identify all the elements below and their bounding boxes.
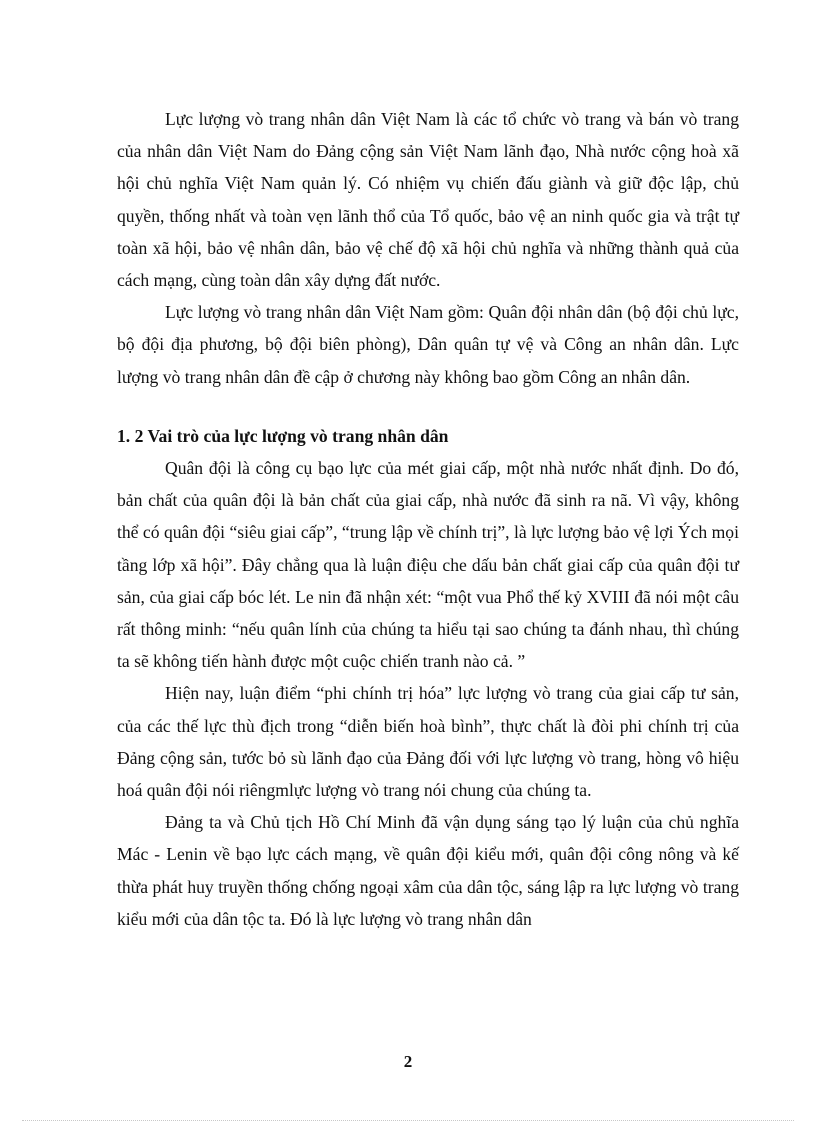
paragraph-section-1: Quân đội là công cụ bạo lực của mét giai cấp, một nhà nước nhất định. Do đó, bản chất của quân đội là bản chất của giai cấp, nhà nước đã sinh ra nã. Vì vậy, không thể có quân đội “siêu giai cấp”, “trung lập về chính trị”, là lực lượng bảo vệ lợi Ých mọi tầng lớp xã hội”. Đây chẳng qua là luận điệu che dấu bản chất giai cấp của quân đội tư sản, của giai cấp bóc lét. Le nin đã nhận xét: “một vua Phổ thế kỷ XVIII đã nói một câu rất thông minh: “nếu quân lính của chúng ta hiểu tại sao chúng ta đánh nhau, thì chúng ta sẽ không tiến hành được một cuộc chiến tranh nào cả. ” [117,458,739,672]
document-page [117,103,739,935]
section-heading: 1. 2 Vai trò của lực lượng vò trang nhân dân [117,425,449,446]
paragraph-section-3: Đảng ta và Chủ tịch Hồ Chí Minh đã vận dụng sáng tạo lý luận của chủ nghĩa Mác - Lenin về bạo lực cách mạng, về quân đội kiểu mới, quân đội công nông và kế thừa phát huy truyền thống chống ngoại xâm của dân tộc, sáng lập ra lực lượng vò trang kiểu mới của dân tộc ta. Đó là lực lượng vò trang nhân dân [117,812,739,929]
paragraph-intro-1: Lực lượng vò trang nhân dân Việt Nam là các tổ chức vò trang và bán vò trang của nhân dân Việt Nam do Đảng cộng sản Việt Nam lãnh đạo, Nhà nước cộng hoà xã hội chủ nghĩa Việt Nam quản lý. Có nhiệm vụ chiến đấu giành và giữ độc lập, chủ quyền, thống nhất và toàn vẹn lãnh thổ của Tổ quốc, bảo vệ an ninh quốc gia và trật tự toàn xã hội, bảo vệ nhân dân, bảo vệ chế độ xã hội chủ nghĩa và những thành quả của cách mạng, cùng toàn dân xây dựng đất nước. [117,109,739,291]
paragraph-intro-2: Lực lượng vò trang nhân dân Việt Nam gồm: Quân đội nhân dân (bộ đội chủ lực, bộ đội địa phương, bộ đội biên phòng), Dân quân tự vệ và Công an nhân dân. Lực lượng vò trang nhân dân đề cập ở chương này không bao gồm Công an nhân dân. [117,302,739,387]
paragraph-section-2: Hiện nay, luận điểm “phi chính trị hóa” lực lượng vò trang của giai cấp tư sản, của các thế lực thù địch trong “diễn biến hoà bình”, thực chất là đòi phi chính trị của Đảng cộng sản, tước bỏ sù lãnh đạo của Đảng đối với lực lượng vò trang, hòng vô hiệu hoá quân đội nói riêngmlực lượng vò trang nói chung của chúng ta. [117,683,739,801]
page-divider [22,1120,794,1121]
page-number: 2 [403,1052,413,1071]
